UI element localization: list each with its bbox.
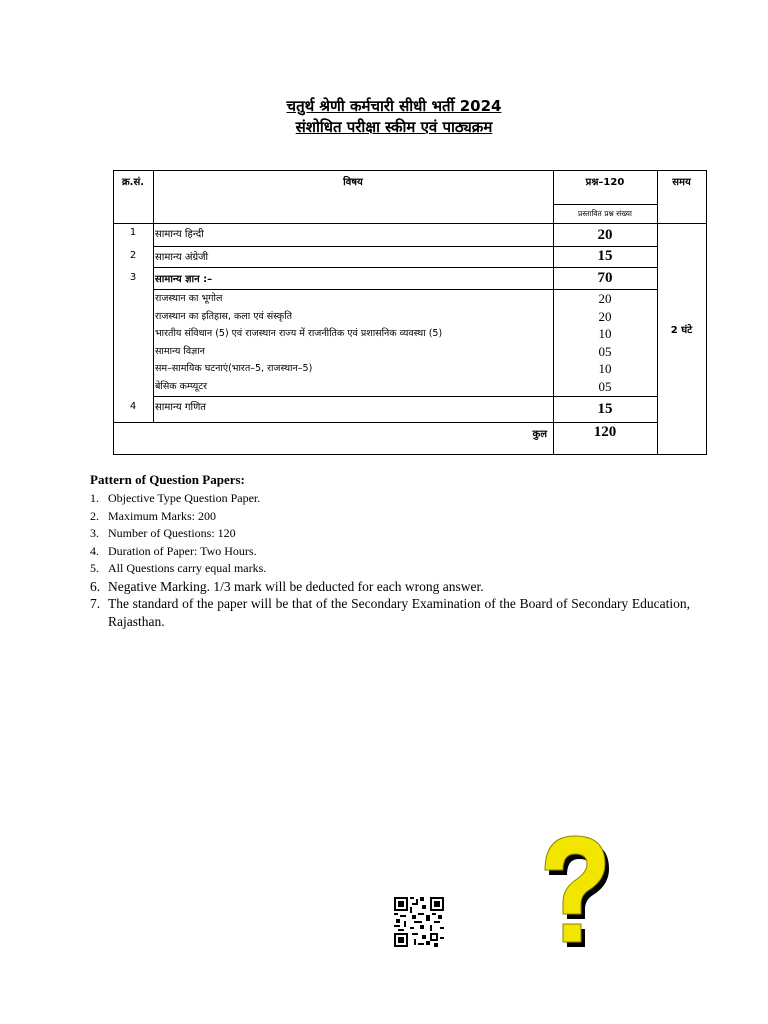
list-item: 4. Duration of Paper: Two Hours.	[90, 543, 257, 558]
row-subject: सामान्य ज्ञान :–	[155, 274, 213, 285]
gk-subitem-label: भारतीय संविधान (5) एवं राजस्थान राज्य में राजनीतिक एवं प्रशासनिक व्यवस्था (5)	[155, 328, 443, 339]
question-mark-icon	[535, 832, 615, 957]
row-count: 15	[597, 401, 613, 417]
gk-subitem-label: बेसिक कम्प्यूटर	[155, 380, 207, 392]
list-item: 6. Negative Marking. 1/3 mark will be deducted for each wrong answer.	[90, 578, 484, 594]
header-subject: विषय	[343, 177, 363, 188]
gk-subitem-count: 05	[598, 378, 612, 394]
header-questions: प्रश्न–120	[585, 177, 625, 188]
gk-subitem-count: 10	[598, 326, 612, 341]
row-subject: सामान्य हिन्दी	[155, 229, 204, 240]
gk-subitem-count: 10	[598, 361, 612, 376]
document-subtitle: संशोधित परीक्षा स्कीम एवं पाठ्यक्रम	[295, 118, 493, 136]
row-serial: 4	[129, 401, 137, 412]
gk-subitem-label: सम–सामयिक घटनाएं(भारत–5, राजस्थान–5)	[155, 363, 313, 374]
gk-subitem-label: सामान्य विज्ञान	[155, 345, 205, 357]
total-label: कुल	[532, 429, 547, 440]
gk-subitems	[155, 290, 551, 395]
row-count: 20	[597, 227, 613, 243]
list-item: 5. All Questions carry equal marks.	[90, 561, 267, 575]
document-title: चतुर्थ श्रेणी कर्मचारी सीधी भर्ती 2024	[286, 97, 502, 115]
list-item: 7. The standard of the paper will be that of the Secondary Examination of the Board of Secondary Education, Rajasthan.	[90, 596, 690, 629]
row-count: 70	[597, 270, 613, 286]
row-count: 15	[597, 248, 613, 264]
list-item: 3. Number of Questions: 120	[90, 526, 236, 540]
gk-subitem-label: राजस्थान का इतिहास, कला एवं संस्कृति	[155, 310, 293, 322]
list-item: 1. Objective Type Question Paper.	[90, 491, 261, 505]
time-value: 2 घंटे	[670, 325, 693, 336]
row-serial: 2	[129, 250, 137, 261]
total-value: 120	[593, 424, 617, 440]
header-time: समय	[672, 177, 691, 188]
gk-subitem-count: 20	[598, 308, 612, 324]
header-questions-sub: प्रस्तावित प्रश्न संख्या	[578, 209, 632, 218]
row-subject: सामान्य अंग्रेजी	[155, 252, 209, 263]
row-serial: 3	[129, 272, 137, 283]
pattern-list	[90, 490, 690, 630]
qr-code-icon[interactable]	[394, 897, 444, 947]
gk-subcounts	[553, 290, 657, 395]
header-serial: क्र.सं.	[121, 177, 145, 188]
row-subject: सामान्य गणित	[155, 402, 206, 413]
gk-subitem-count: 20	[598, 291, 612, 306]
pattern-heading: Pattern of Question Papers:	[90, 472, 245, 487]
gk-subitem-count: 05	[598, 343, 612, 359]
row-serial: 1	[129, 227, 137, 238]
gk-subitem-label: राजस्थान का भूगोल	[155, 293, 223, 304]
list-item: 2. Maximum Marks: 200	[90, 508, 216, 523]
